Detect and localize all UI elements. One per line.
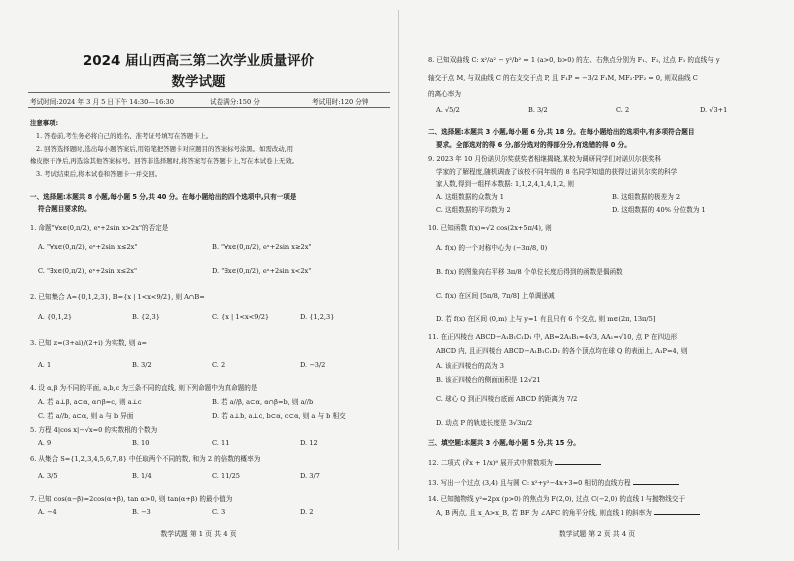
q2-option-b: B. {2,3}	[132, 313, 160, 321]
q7-option-a: A. −4	[38, 508, 57, 516]
question-10: 10. 已知函数 f(x)=√2 cos(2x+5π/4), 则	[428, 224, 552, 232]
page-footer: 数学试题 第 2 页 共 4 页	[559, 530, 635, 538]
question-14-cont	[436, 507, 700, 517]
answer-blank	[633, 478, 679, 485]
q11-option-a: A. 该正四棱台的高为 3	[436, 362, 504, 370]
question-12-text: 12. 二项式 (∛x + 1/x)⁸ 展开式中常数项为	[428, 459, 553, 467]
q8-option-b: B. 3/2	[528, 106, 548, 114]
q5-option-d: D. 12	[300, 439, 318, 447]
q11-option-c: C. 球心 Q 到正四棱台底面 ABCD 的距离为 7/2	[436, 395, 578, 403]
q7-option-d: D. 2	[300, 508, 314, 516]
note-line: 2. 回答选择题时,选出每小题答案后,用铅笔把答题卡对应题目的答案标号涂黑。如需改动,用	[36, 145, 294, 153]
q10-option-a: A. f(x) 的一个对称中心为 (−3π/8, 0)	[436, 244, 548, 252]
q2-option-a: A. {0,1,2}	[38, 313, 73, 321]
question-8-cont: 轴交于点 M, 与双曲线 C 的右支交于点 P, 且 F₁P = −3/2 F₁M, MF₂·PF₂ = 0, 则双曲线 C	[428, 74, 698, 82]
exam-title: 2024 届山西高三第二次学业质量评价	[82, 53, 315, 69]
q10-option-d: D. 若 f(x) 在区间 (0,m) 上与 y=1 有且只有 6 个交点, 则 m∈(2π, 13π/5]	[436, 315, 656, 323]
q4-option-b: B. 若 a//β, a⊂α, α∩β=b, 则 a//b	[212, 398, 314, 406]
q1-option-c: C. "∃x∈(0,π/2), eˣ+2sin x≤2x"	[38, 267, 138, 275]
q6-option-a: A. 3/5	[38, 472, 58, 480]
q2-option-d: D. {1,2,3}	[300, 313, 335, 321]
q2-option-c: C. {x | 1<x<9/2}	[212, 313, 270, 321]
question-7: 7. 已知 cos(α−β)=2cos(α+β), tan α>0, 则 tan(α+β) 的最小值为	[30, 495, 233, 503]
question-11: 11. 在正四棱台 ABCD−A₁B₁C₁D₁ 中, AB=2A₁B₁=4√3, AA₁=√10, 点 P 在四边形	[428, 333, 678, 341]
rule-bottom	[28, 107, 390, 108]
question-8: 8. 已知双曲线 C: x²/a² − y²/b² = 1 (a>0, b>0) 的左、右焦点分别为 F₁、F₂, 过点 F₁ 的直线与 y	[428, 56, 720, 64]
q9-option-c: C. 这组数据的平均数为 2	[436, 206, 511, 214]
q3-option-a: A. 1	[38, 361, 52, 369]
q6-option-b: B. 1/4	[132, 472, 152, 480]
notes-heading: 注意事项:	[30, 119, 59, 127]
question-9-cont: 学家的了解程度,随机调查了该校不同年级的 8 名同学知道的获得过诺贝尔奖的科学	[436, 168, 678, 176]
question-6: 6. 从集合 S={1,2,3,4,5,6,7,8} 中任取两个不同的数, 和为 2 的倍数的概率为	[30, 455, 261, 463]
question-8-cont: 的离心率为	[428, 90, 461, 98]
section-3-heading: 三、填空题:本题共 3 小题,每小题 5 分,共 15 分。	[428, 439, 580, 447]
section-1-heading-cont: 符合题目要求的。	[38, 205, 91, 213]
q8-option-c: C. 2	[616, 106, 630, 114]
question-14-cont-text: A, B 两点, 且 x_A>x_B, 若 BF 为 ∠AFC 的角平分线, 则直线 l 的斜率为	[436, 509, 652, 517]
exam-time: 考试时间:2024 年 3 月 5 日下午 14:30—16:30	[30, 98, 174, 106]
q1-option-b: B. "∀x∈(0,π/2), eˣ+2sin x≥2x"	[212, 243, 312, 251]
q9-option-d: D. 这组数据的 40% 分位数为 1	[612, 206, 706, 214]
note-line: 橡皮擦干净后,再选涂其他答案标号。回答非选择题时,将答案写在答题卡上,写在本试卷上无效。	[30, 157, 299, 165]
question-13-text: 13. 写出一个过点 (3,4) 且与圆 C: x²+y²−4x+3=0 相切的直线方程	[428, 479, 631, 487]
answer-blank	[555, 458, 601, 465]
subject-title: 数学试题	[171, 74, 226, 90]
q6-option-c: C. 11/25	[212, 472, 241, 480]
q1-option-d: D. "∃x∈(0,π/2), eˣ+2sin x<2x"	[212, 267, 312, 275]
exam-score: 试卷满分:150 分	[210, 98, 260, 106]
q6-option-d: D. 3/7	[300, 472, 320, 480]
q11-option-b: B. 该正四棱台的侧面面积是 12√21	[436, 376, 541, 384]
question-11-cont: ABCD 内, 且正四棱台 ABCD−A₁B₁C₁D₁ 的各个顶点均在球 Q 的表面上, A₁P=4, 则	[436, 347, 688, 355]
q11-option-d: D. 动点 P 的轨迹长度是 3√3π/2	[436, 419, 533, 427]
q7-option-b: B. −3	[132, 508, 151, 516]
q3-option-b: B. 3/2	[132, 361, 152, 369]
note-line: 3. 考试结束后,将本试卷和答题卡一并交回。	[36, 170, 162, 178]
section-2-heading: 二、选择题:本题共 3 小题,每小题 6 分,共 18 分。在每小题给出的选项中,有多项符合题目	[428, 128, 695, 136]
question-12	[428, 457, 601, 467]
q5-option-c: C. 11	[212, 439, 230, 447]
question-4: 4. 设 α,β 为不同的平面, a,b,c 为三条不同的直线, 则下列命题中为真命题的是	[30, 384, 258, 392]
section-1-heading: 一、选择题:本题共 8 小题,每小题 5 分,共 40 分。在每小题给出的四个选项中,只有一项是	[30, 193, 297, 201]
q9-option-b: B. 这组数据的极差为 2	[612, 193, 681, 201]
page-footer: 数学试题 第 1 页 共 4 页	[160, 530, 237, 538]
question-14: 14. 已知抛物线 y²=2px (p>0) 的焦点为 F(2,0), 过点 C(−2,0) 的直线 l 与抛物线交于	[428, 495, 686, 503]
page-divider	[398, 10, 399, 550]
q1-option-a: A. "∀x∈(0,π/2), eˣ+2sin x≤2x"	[38, 243, 138, 251]
q9-option-a: A. 这组数据的众数为 1	[436, 193, 504, 201]
section-2-heading-cont: 要求。全部选对的得 6 分,部分选对的得部分分,有选错的得 0 分。	[436, 141, 631, 149]
q5-option-b: B. 10	[132, 439, 150, 447]
q10-option-b: B. f(x) 的图象向右平移 3π/8 个单位长度后得到的函数是偶函数	[436, 268, 623, 276]
q8-option-a: A. √5/2	[436, 106, 460, 114]
q4-option-a: A. 若 a⊥β, a⊂α, α∩β=c, 则 a⊥c	[38, 398, 142, 406]
q8-option-d: D. √3+1	[700, 106, 728, 114]
q4-option-d: D. 若 a⊥b, a⊥c, b⊂α, c⊂α, 则 a 与 b 相交	[212, 412, 346, 420]
question-5: 5. 方程 4|cos x|−√x=0 的实数根的个数为	[30, 426, 158, 434]
q5-option-a: A. 9	[38, 439, 52, 447]
q4-option-c: C. 若 a//b, a⊂α, 则 a 与 b 异面	[38, 412, 134, 420]
q3-option-c: C. 2	[212, 361, 226, 369]
question-13	[428, 477, 679, 487]
question-9-cont: 家人数,得到一组样本数据: 1,1,2,4,1,4,1,2, 则	[436, 180, 574, 188]
question-3: 3. 已知 z=(3+ai)/(2+i) 为实数, 则 a=	[30, 339, 147, 347]
rule-top	[28, 92, 390, 93]
answer-blank	[654, 508, 700, 515]
page-2	[400, 0, 794, 561]
question-2: 2. 已知集合 A={0,1,2,3}, B={x | 1<x<9/2}, 则 A∩B=	[30, 293, 205, 301]
note-line: 1. 答卷前,考生务必将自己的姓名、准考证号填写在答题卡上。	[36, 132, 213, 140]
question-9: 9. 2023 年 10 月份诺贝尔奖获奖者相继揭晓,某校为调研同学们对诺贝尔获奖科	[428, 155, 662, 163]
q7-option-c: C. 3	[212, 508, 226, 516]
q10-option-c: C. f(x) 在区间 [5π/8, 7π/8] 上单调递减	[436, 292, 555, 300]
question-1: 1. 命题"∀x∈(0,π/2), eˣ+2sin x>2x"的否定是	[30, 224, 169, 232]
q3-option-d: D. −3/2	[300, 361, 326, 369]
exam-duration: 考试用时:120 分钟	[312, 98, 369, 106]
